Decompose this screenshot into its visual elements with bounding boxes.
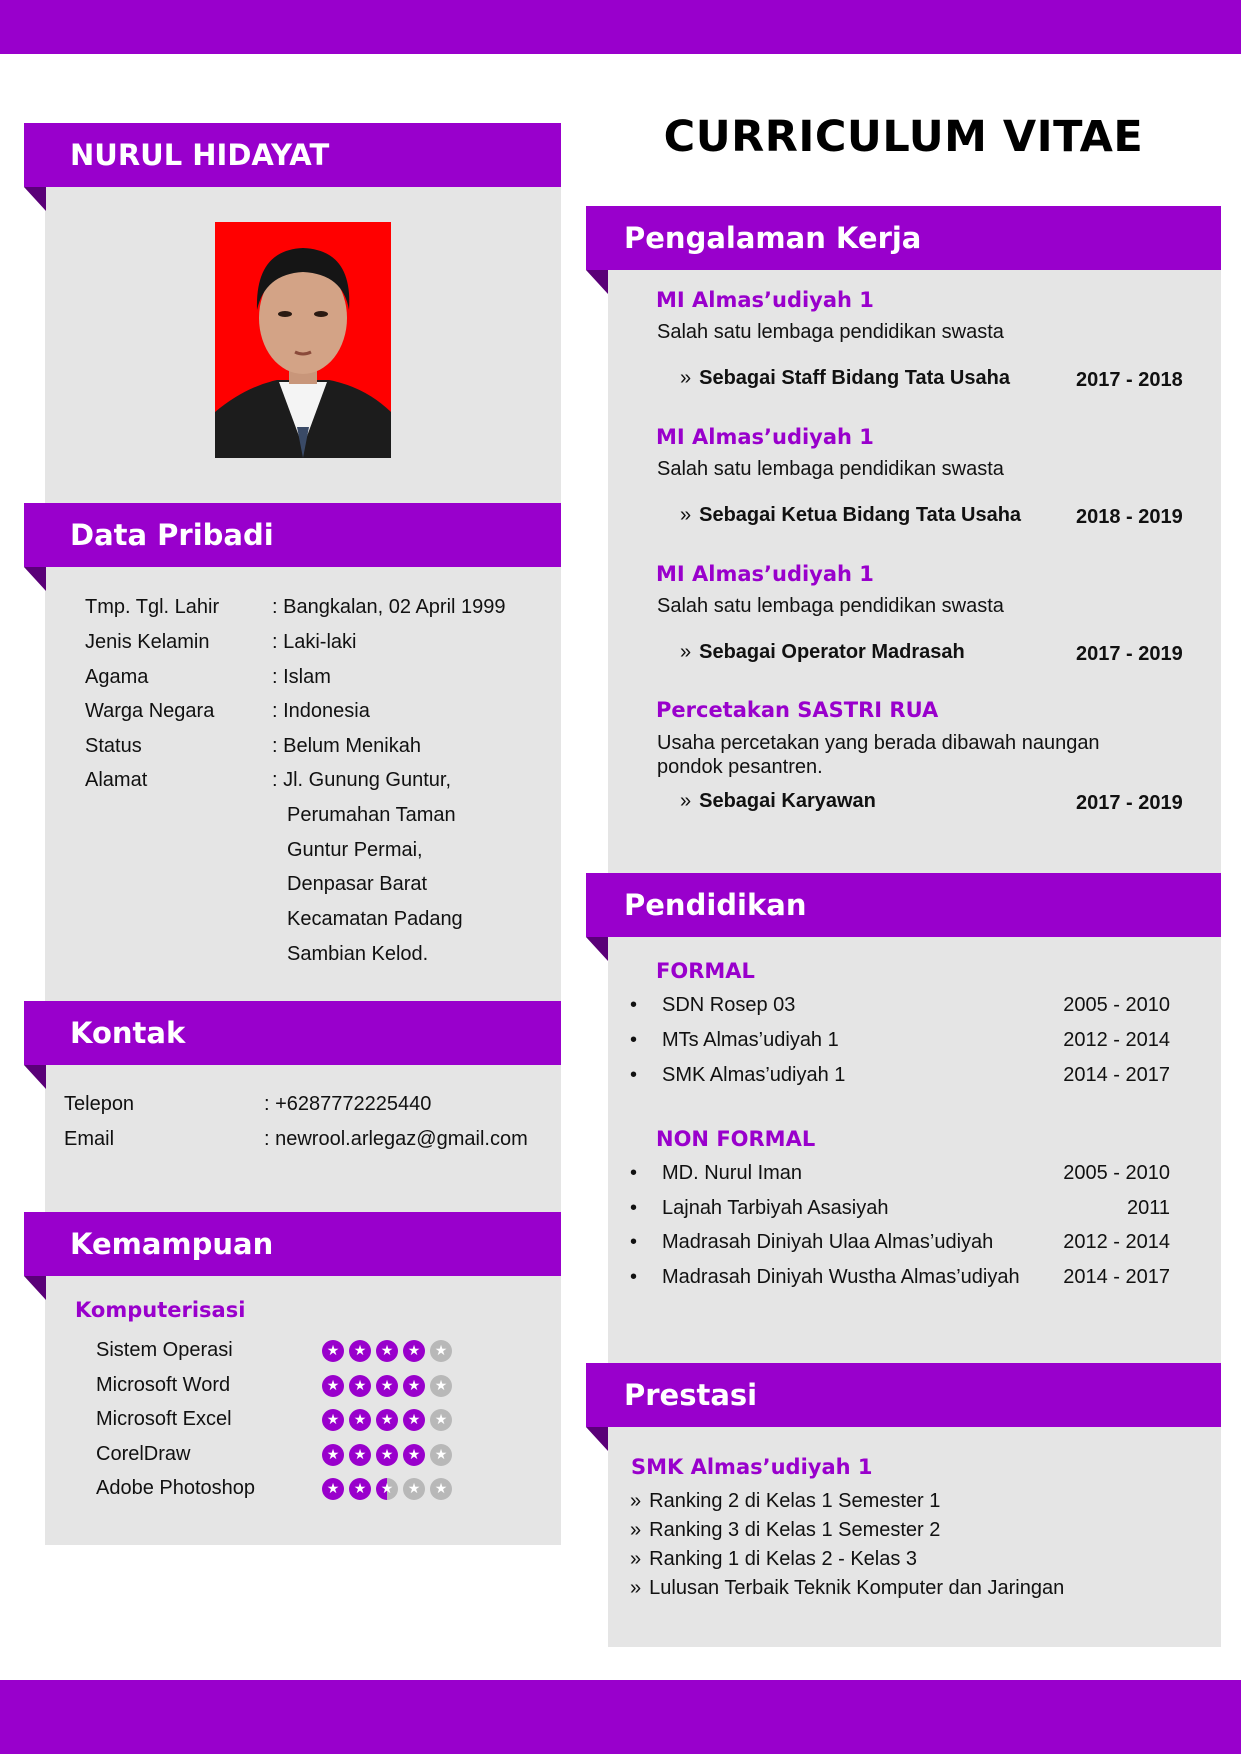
rating-star-icon: ★ <box>403 1444 425 1466</box>
rating-star-icon: ★ <box>376 1444 398 1466</box>
contact-label: Email <box>64 1128 115 1150</box>
personal-value: : Laki-laki <box>272 631 357 653</box>
skill-name: Microsoft Word <box>96 1374 231 1396</box>
experience-role-text: Sebagai Ketua Bidang Tata Usaha <box>699 504 1022 526</box>
rating-star-icon: ★ <box>322 1478 344 1500</box>
education-name: Madrasah Diniyah Ulaa Almas’udiyah <box>662 1231 994 1253</box>
chevron-right-icon: » <box>680 790 692 812</box>
bullet-icon: • <box>630 1064 638 1086</box>
bullet-icon: • <box>630 994 638 1016</box>
education-years: 2014 - 2017 <box>1063 1064 1170 1086</box>
rating-star-icon: ★ <box>403 1375 425 1397</box>
bottom-band <box>0 1680 1241 1754</box>
bullet-icon: • <box>630 1266 638 1288</box>
chevron-right-icon: » <box>680 504 692 526</box>
kontak-title: Kontak <box>70 1016 186 1050</box>
skill-rating <box>322 1340 452 1362</box>
rating-star-icon: ★ <box>349 1478 371 1500</box>
address-line: Kecamatan Padang <box>287 908 463 930</box>
skill-name: Adobe Photoshop <box>96 1477 256 1499</box>
experience-desc: Salah satu lembaga pendidikan swasta <box>657 321 1004 343</box>
personal-value: : Jl. Gunung Guntur, <box>272 769 451 791</box>
address-line: Perumahan Taman <box>287 804 456 826</box>
personal-value: : Bangkalan, 02 April 1999 <box>272 596 506 618</box>
rating-star-icon: ★ <box>349 1340 371 1362</box>
rating-star-icon: ★ <box>322 1375 344 1397</box>
personal-label: Agama <box>85 666 149 688</box>
rating-star-icon: ★ <box>403 1478 425 1500</box>
bullet-icon: • <box>630 1029 638 1051</box>
rating-star-icon: ★ <box>322 1444 344 1466</box>
rating-star-icon: ★ <box>430 1478 452 1500</box>
education-years: 2011 <box>1126 1197 1170 1219</box>
skills-heading: Komputerisasi <box>75 1298 246 1322</box>
experience-years: 2018 - 2019 <box>1076 506 1183 528</box>
skill-rating <box>322 1444 452 1466</box>
personal-label: Tmp. Tgl. Lahir <box>85 596 220 618</box>
experience-desc: Usaha percetakan yang berada dibawah naungan pondok pesantren. <box>657 732 1100 778</box>
experience-years: 2017 - 2019 <box>1076 792 1183 814</box>
name-header <box>24 123 561 187</box>
bullet-icon: • <box>630 1162 638 1184</box>
kemampuan-header <box>24 1212 561 1276</box>
nonformal-heading: NON FORMAL <box>656 1127 816 1151</box>
skill-name: Sistem Operasi <box>96 1339 233 1361</box>
experience-org: MI Almas’udiyah 1 <box>656 288 874 312</box>
achievement-item <box>630 1577 1064 1600</box>
experience-role-text: Sebagai Karyawan <box>699 790 876 812</box>
education-name: Madrasah Diniyah Wustha Almas’udiyah <box>662 1266 1020 1288</box>
rating-star-icon: ★ <box>430 1444 452 1466</box>
achievement-text: Ranking 3 di Kelas 1 Semester 2 <box>649 1519 941 1541</box>
chevron-right-icon: » <box>680 367 692 389</box>
personal-value: : Indonesia <box>272 700 370 722</box>
formal-heading: FORMAL <box>656 959 755 983</box>
address-line: Guntur Permai, <box>287 839 423 861</box>
experience-role <box>680 790 876 813</box>
experience-role-text: Sebagai Operator Madrasah <box>699 641 965 663</box>
achievement-item <box>630 1490 940 1513</box>
rating-star-icon: ★ <box>376 1478 398 1500</box>
experience-role <box>680 641 965 664</box>
bullet-icon: • <box>630 1231 638 1253</box>
rating-star-icon: ★ <box>430 1340 452 1362</box>
pengalaman-header <box>586 206 1221 270</box>
rating-star-icon: ★ <box>430 1409 452 1431</box>
achievement-text: Ranking 2 di Kelas 1 Semester 1 <box>649 1490 941 1512</box>
header-fold <box>24 567 46 591</box>
chevron-right-icon: » <box>680 641 692 663</box>
rating-star-icon: ★ <box>403 1409 425 1431</box>
achievement-item <box>630 1519 940 1542</box>
rating-star-icon: ★ <box>376 1409 398 1431</box>
education-years: 2014 - 2017 <box>1063 1266 1170 1288</box>
education-name: MD. Nurul Iman <box>662 1162 803 1184</box>
personal-label: Warga Negara <box>85 700 215 722</box>
address-line: Denpasar Barat <box>287 873 428 895</box>
pendidikan-header <box>586 873 1221 937</box>
experience-years: 2017 - 2019 <box>1076 643 1183 665</box>
rating-star-icon: ★ <box>322 1340 344 1362</box>
header-fold <box>586 937 608 961</box>
header-fold <box>586 270 608 294</box>
skill-rating <box>322 1409 452 1431</box>
bullet-icon: • <box>630 1197 638 1219</box>
achievement-text: Ranking 1 di Kelas 2 - Kelas 3 <box>649 1548 918 1570</box>
achievement-item <box>630 1548 917 1571</box>
data-pribadi-title: Data Pribadi <box>70 518 274 552</box>
cv-title: CURRICULUM VITAE <box>663 112 1144 162</box>
education-name: Lajnah Tarbiyah Asasiyah <box>662 1197 889 1219</box>
education-name: SDN Rosep 03 <box>662 994 796 1016</box>
personal-label: Status <box>85 735 142 757</box>
experience-years: 2017 - 2018 <box>1076 369 1183 391</box>
chevron-right-icon: » <box>630 1490 642 1512</box>
header-fold <box>24 1065 46 1089</box>
education-years: 2012 - 2014 <box>1063 1231 1170 1253</box>
rating-star-icon: ★ <box>376 1375 398 1397</box>
rating-star-icon: ★ <box>430 1375 452 1397</box>
experience-desc: Salah satu lembaga pendidikan swasta <box>657 595 1004 617</box>
rating-star-icon: ★ <box>322 1409 344 1431</box>
personal-value: : Islam <box>272 666 331 688</box>
experience-org: MI Almas’udiyah 1 <box>656 562 874 586</box>
experience-role-text: Sebagai Staff Bidang Tata Usaha <box>699 367 1010 389</box>
profile-photo <box>215 222 391 458</box>
experience-role <box>680 367 1010 390</box>
rating-star-icon: ★ <box>349 1375 371 1397</box>
address-line: Sambian Kelod. <box>287 943 429 965</box>
header-fold <box>586 1427 608 1451</box>
pengalaman-title: Pengalaman Kerja <box>624 221 922 255</box>
rating-star-icon: ★ <box>403 1340 425 1362</box>
chevron-right-icon: » <box>630 1548 642 1570</box>
education-years: 2005 - 2010 <box>1063 1162 1170 1184</box>
experience-desc: Salah satu lembaga pendidikan swasta <box>657 458 1004 480</box>
experience-org: MI Almas’udiyah 1 <box>656 425 874 449</box>
achievements-heading: SMK Almas’udiyah 1 <box>631 1455 873 1479</box>
skill-name: Microsoft Excel <box>96 1408 232 1430</box>
skill-name: CorelDraw <box>96 1443 191 1465</box>
education-name: SMK Almas’udiyah 1 <box>662 1064 846 1086</box>
chevron-right-icon: » <box>630 1519 642 1541</box>
kontak-header <box>24 1001 561 1065</box>
data-pribadi-header <box>24 503 561 567</box>
personal-label: Jenis Kelamin <box>85 631 210 653</box>
rating-star-icon: ★ <box>376 1340 398 1362</box>
personal-value: : Belum Menikah <box>272 735 421 757</box>
experience-role <box>680 504 1021 527</box>
skill-rating <box>322 1478 452 1500</box>
education-years: 2005 - 2010 <box>1063 994 1170 1016</box>
education-years: 2012 - 2014 <box>1063 1029 1170 1051</box>
skill-rating <box>322 1375 452 1397</box>
rating-star-icon: ★ <box>349 1444 371 1466</box>
prestasi-header <box>586 1363 1221 1427</box>
rating-star-icon: ★ <box>349 1409 371 1431</box>
email-value: : newrool.arlegaz@gmail.com <box>264 1128 528 1150</box>
kemampuan-title: Kemampuan <box>70 1227 274 1261</box>
pendidikan-title: Pendidikan <box>624 888 807 922</box>
header-fold <box>24 187 46 211</box>
personal-label: Alamat <box>85 769 148 791</box>
contact-label: Telepon <box>64 1093 135 1115</box>
experience-org: Percetakan SASTRI RUA <box>656 698 939 722</box>
prestasi-title: Prestasi <box>624 1378 758 1412</box>
phone-value: : +6287772225440 <box>264 1093 432 1115</box>
header-fold <box>24 1276 46 1300</box>
chevron-right-icon: » <box>630 1577 642 1599</box>
person-name: NURUL HIDAYAT <box>70 138 330 172</box>
top-band <box>0 0 1241 54</box>
education-name: MTs Almas’udiyah 1 <box>662 1029 839 1051</box>
achievement-text: Lulusan Terbaik Teknik Komputer dan Jaringan <box>649 1577 1065 1599</box>
